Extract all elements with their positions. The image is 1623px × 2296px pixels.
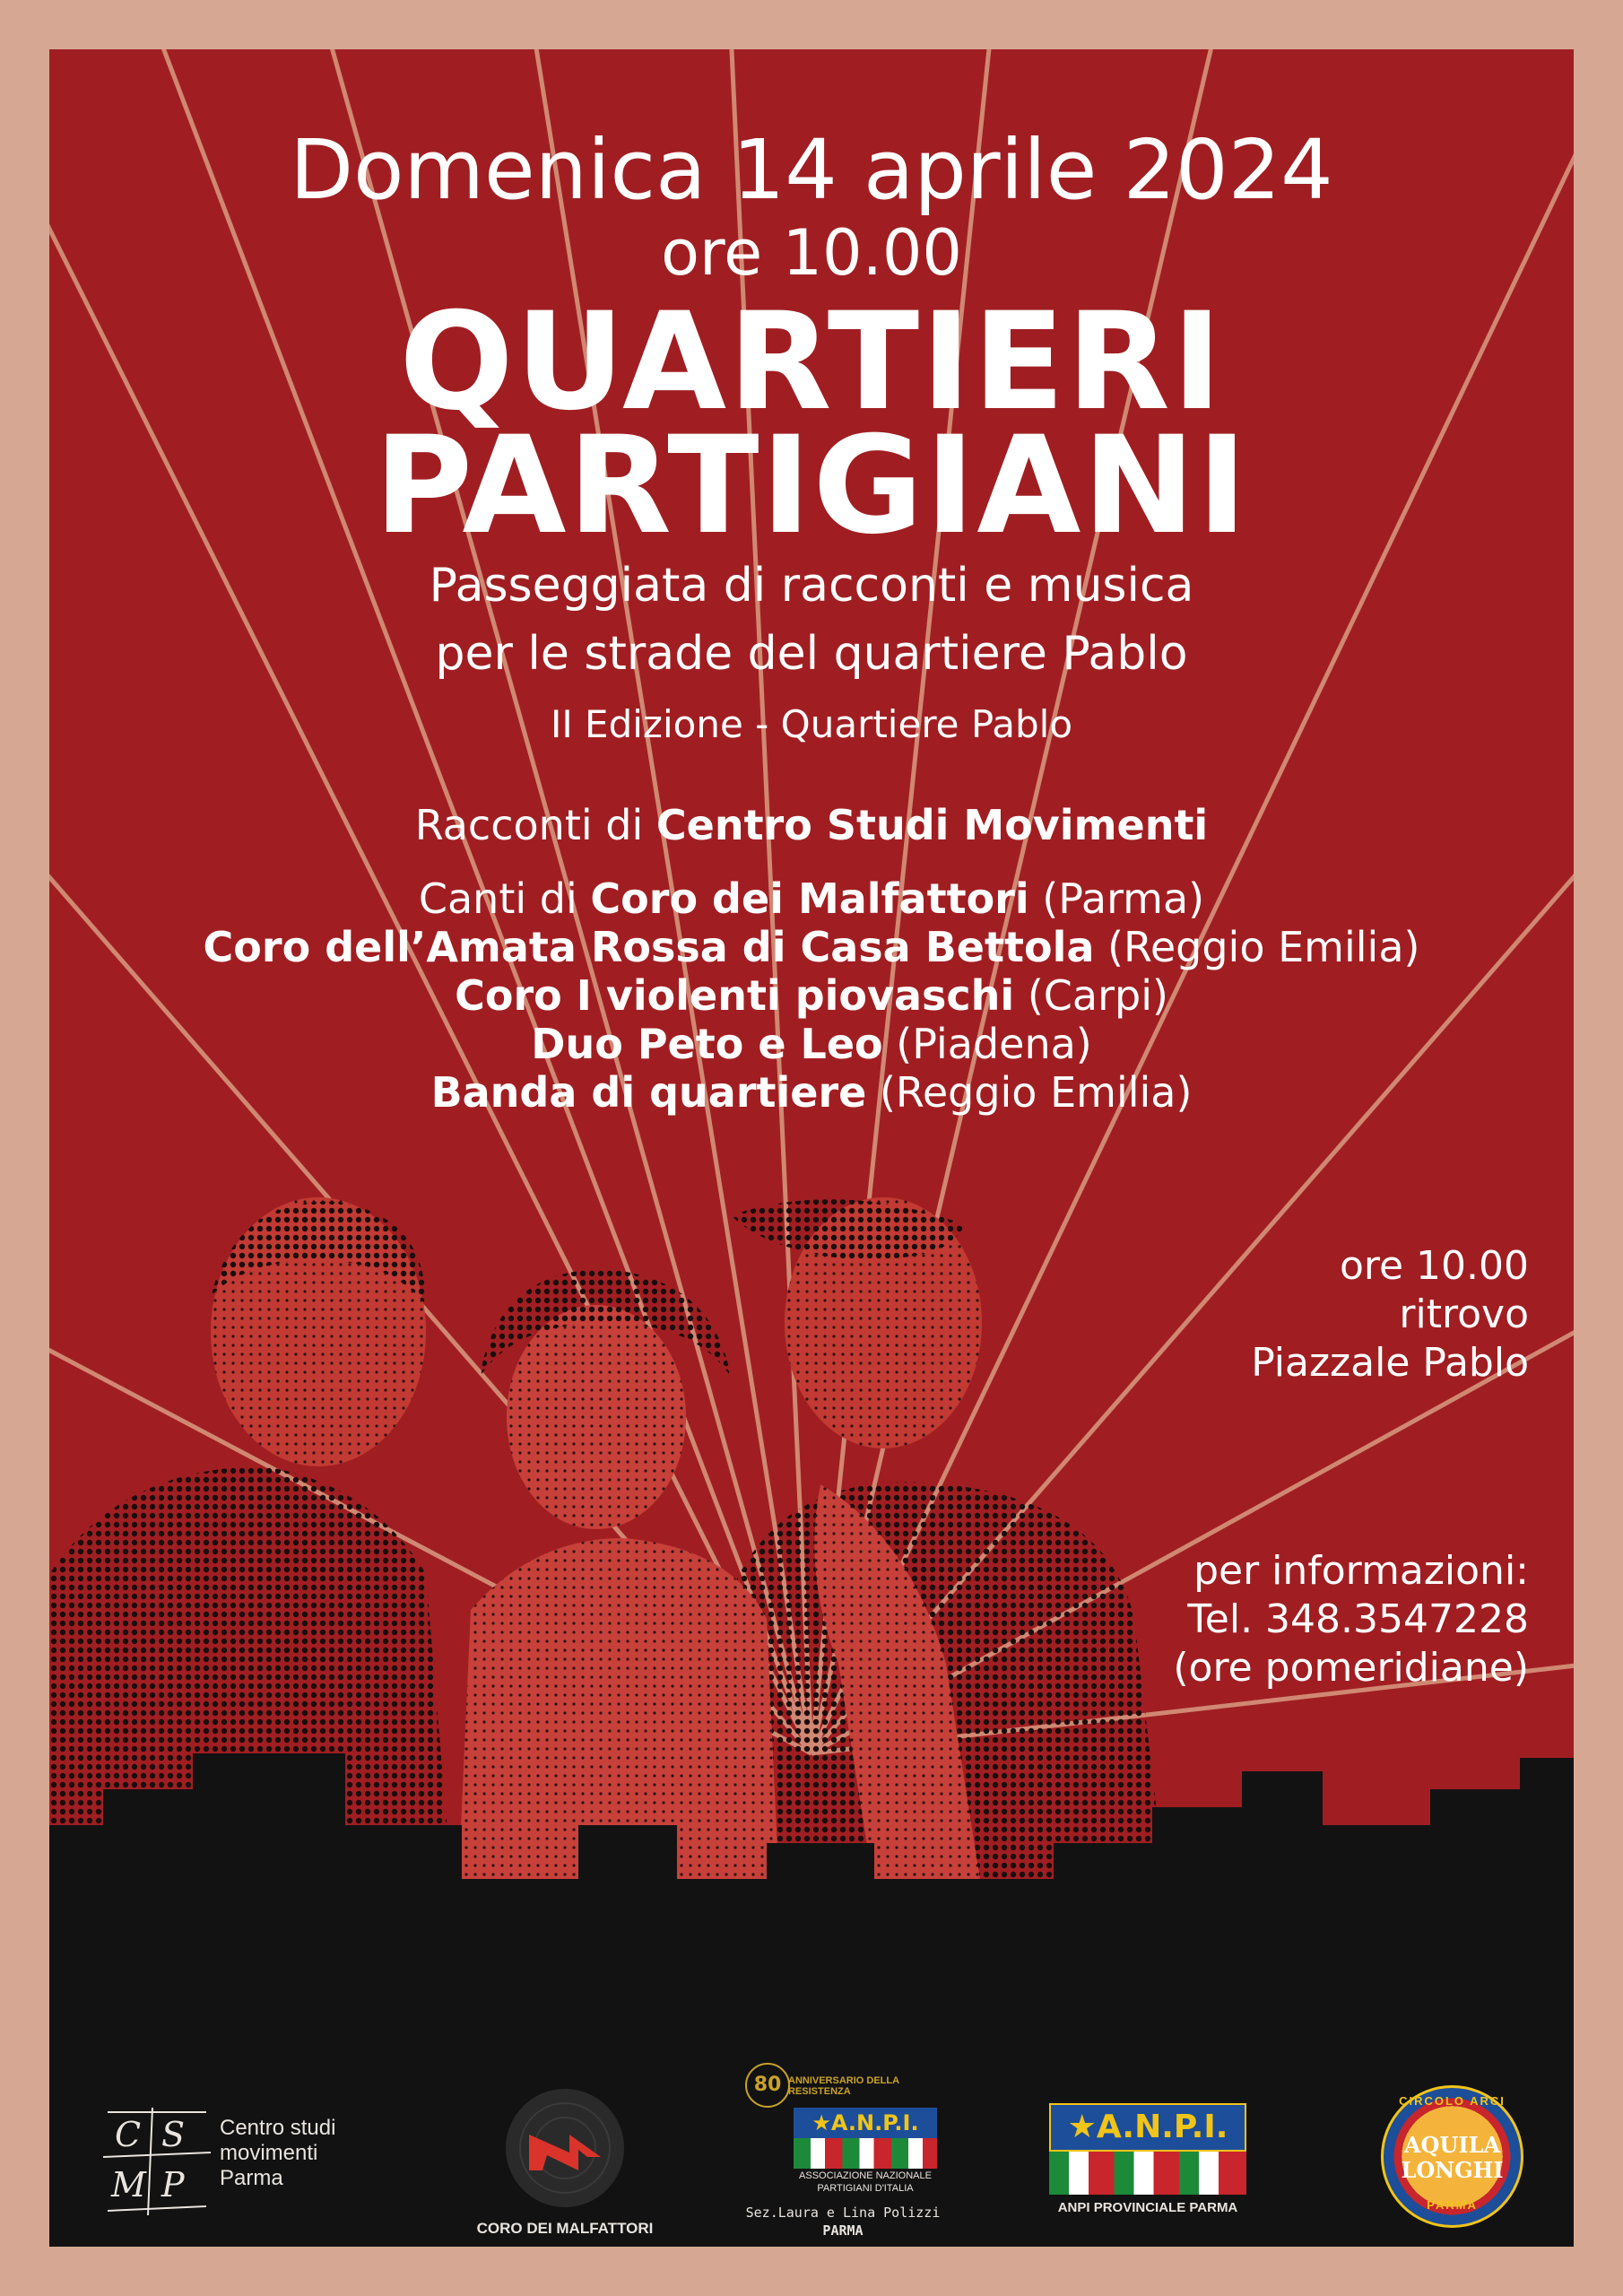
anpi-assoc-2: PARTIGIANI D'ITALIA xyxy=(817,2183,914,2194)
event-title xyxy=(49,284,1574,564)
anpi-prov-label: ANPI PROVINCIALE PARMA xyxy=(1057,2200,1238,2215)
performer-name: Banda di quartiere xyxy=(430,1068,867,1117)
racconti-name: Centro Studi Movimenti xyxy=(655,801,1209,849)
csm-letter: P xyxy=(161,2165,185,2205)
event-subtitle xyxy=(49,552,1574,688)
performer-place: (Piadena) xyxy=(882,1020,1092,1068)
csm-letter: M xyxy=(111,2165,146,2205)
title-line-1: QUARTIERI xyxy=(399,284,1224,440)
anpi-mark: ★A.N.P.I. xyxy=(794,2108,937,2138)
performer-place: (Reggio Emilia) xyxy=(1094,923,1420,971)
performer-name: Duo Peto e Leo xyxy=(531,1020,883,1068)
anpi-80-badge: 80 xyxy=(745,2063,790,2108)
event-time: ore 10.00 xyxy=(661,216,962,290)
anpi-assoc-1: ASSOCIAZIONE NAZIONALE xyxy=(799,2170,932,2181)
arci-bottom-label: PARMA xyxy=(1427,2198,1478,2212)
performer-row xyxy=(49,923,1574,971)
racconti-line xyxy=(49,798,1574,852)
performers-list xyxy=(49,874,1574,1117)
event-date: Domenica 14 aprile 2024 xyxy=(290,122,1333,218)
arci-name-2: LONGHI xyxy=(1401,2157,1504,2183)
anpi-anniversary: ANNIVERSARIO DELLA RESISTENZA xyxy=(788,2075,899,2097)
subtitle-line-1: Passeggiata di racconti e musica xyxy=(429,559,1194,613)
info-label: per informazioni: xyxy=(1193,1548,1529,1594)
arci-top-label: CIRCOLO ARCI xyxy=(1399,2094,1506,2108)
vinyl-record-icon xyxy=(502,2085,628,2211)
arci-logo xyxy=(1381,2085,1529,2233)
anpi-prov-flags xyxy=(1049,2152,1246,2195)
anpi-prov-mark: ★A.N.P.I. xyxy=(1049,2103,1246,2152)
poster xyxy=(49,49,1574,2247)
edition-label: II Edizione - Quartiere Pablo xyxy=(550,702,1073,746)
sponsor-footer xyxy=(49,2005,1574,2247)
title-line-2: PARTIGIANI xyxy=(374,408,1249,564)
meeting-label: ritrovo xyxy=(1399,1292,1529,1337)
performer-name: Coro dell’Amata Rossa di Casa Bettola xyxy=(203,923,1095,971)
coro-logo xyxy=(462,2085,668,2238)
performer-name: Coro dei Malfattori xyxy=(590,874,1029,923)
contact-info xyxy=(1173,1547,1529,1692)
anpi-flags xyxy=(794,2138,937,2169)
info-hours: (ore pomeridiane) xyxy=(1173,1645,1529,1691)
csm-logo xyxy=(99,2103,368,2229)
csm-letter: S xyxy=(161,2115,186,2154)
anpi-80-logo xyxy=(740,2063,946,2247)
performer-place: (Reggio Emilia) xyxy=(866,1068,1193,1117)
performer-row xyxy=(49,1020,1574,1068)
performer-name: Coro I violenti piovaschi xyxy=(455,971,1015,1020)
subtitle-line-2: per le strade del quartiere Pablo xyxy=(435,627,1188,681)
csm-mark-icon xyxy=(99,2103,215,2220)
csm-text-3: Parma xyxy=(220,2166,283,2190)
performer-place: (Parma) xyxy=(1028,874,1205,923)
performer-row xyxy=(49,1068,1574,1117)
csm-text-2: movimenti xyxy=(220,2141,318,2165)
arci-name-1: AQUILA xyxy=(1403,2132,1501,2158)
meeting-info xyxy=(1251,1242,1529,1387)
performer-row xyxy=(49,971,1574,1020)
performer-place: (Carpi) xyxy=(1014,971,1168,1020)
racconti-prefix: Racconti di xyxy=(414,801,656,849)
coro-label: CORO DEI MALFATTORI xyxy=(476,2220,654,2237)
meeting-place: Piazzale Pablo xyxy=(1251,1340,1529,1386)
info-phone: Tel. 348.3547228 xyxy=(1187,1596,1529,1642)
anpi-provinciale-logo xyxy=(1049,2103,1246,2220)
performer-row xyxy=(49,874,1574,923)
csm-text-1: Centro studi xyxy=(220,2116,336,2140)
anpi-section-city: PARMA xyxy=(822,2222,864,2239)
canti-prefix: Canti di xyxy=(418,874,591,923)
anpi-section: Sez.Laura e Lina Polizzi xyxy=(745,2205,941,2221)
meeting-time: ore 10.00 xyxy=(1339,1243,1529,1289)
csm-letter: C xyxy=(115,2115,142,2154)
